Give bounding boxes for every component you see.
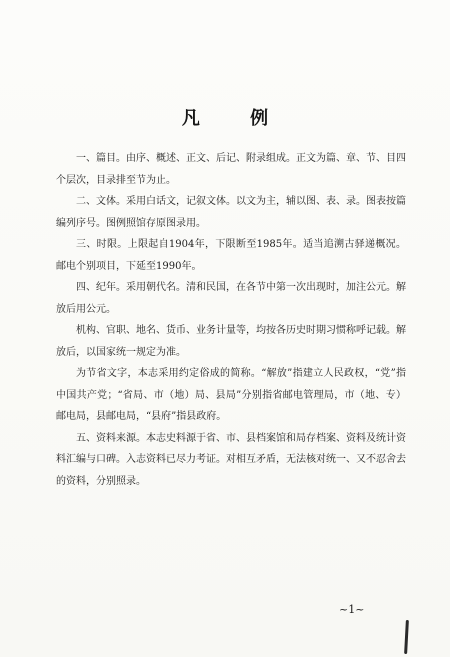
- scan-edge-mark: [404, 620, 409, 654]
- paragraph-structure: 一、篇目。由序、概述、正文、后记、附录组成。正文为篇、章、节、目四个层次，目录排至节为止。: [56, 153, 406, 186]
- document-body: [56, 148, 406, 492]
- paragraph-sources: 五、资料来源。本志史料源于省、市、县档案馆和局存档案、资料及统计资料汇编与口碑。入志资料已尽力考证。对相互矛盾，无法核对统一、又不忍舍去的资料，分别照录。: [56, 432, 406, 487]
- paragraph-chronology: 四、纪年。采用朝代名。清和民国，在各节中第一次出现时，加注公元。解放后用公元。: [56, 282, 406, 315]
- paragraph-time-limit: 三、时限。上限起自1904年，下限断至1985年。适当追溯古驿递概况。邮电个别项目，下延至1990年。: [56, 239, 406, 272]
- paragraph-style: 二、文体。采用白话文，记叙文体。以文为主，辅以图、表、录。图表按篇编列序号。图例照馆存原图录用。: [56, 196, 406, 229]
- paragraph-abbreviations: 为节省文字，本志采用约定俗成的简称。“解放”指建立人民政权，“党”指中国共产党；“省局、市（地）局、县局”分别指省邮电管理局，市（地、专）邮电局，县邮电局，“县府”指县政府。: [56, 368, 406, 422]
- page-title: 凡 例: [181, 108, 291, 129]
- page-number: ~1~: [339, 603, 365, 616]
- paragraph-naming: 机构、官职、地名、货币、业务计量等，均按各历史时期习惯称呼记载。解放后，以国家统一规定为准。: [56, 325, 406, 358]
